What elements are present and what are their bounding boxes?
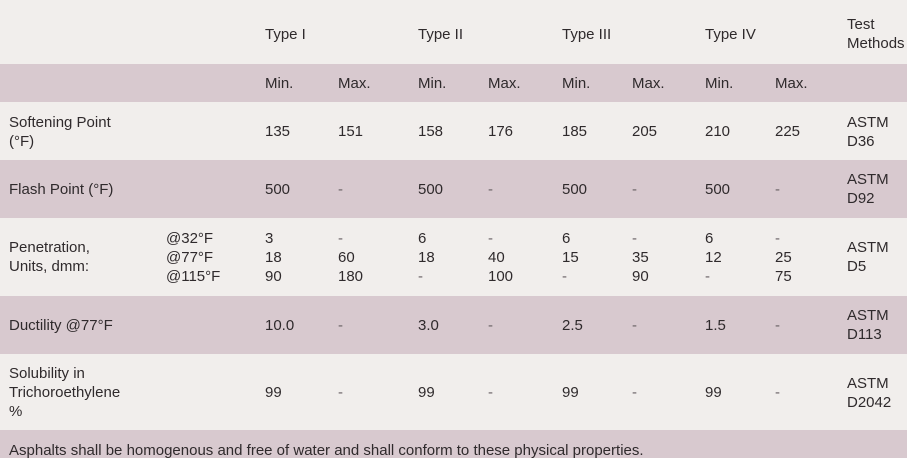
value-cell: 99 [705,384,722,401]
value-cell: 18 [418,249,435,266]
value-cell: - [338,181,343,198]
value-cell: - [775,317,780,334]
test-method: ASTM [847,239,889,256]
min-label: Min. [265,75,294,92]
value-cell: 40 [488,249,505,266]
value-cell: - [338,230,343,247]
value-cell: 180 [338,268,364,285]
value-cell: 99 [418,384,435,401]
penetration-band [0,218,907,296]
row-label: % [9,403,23,420]
value-cell: - [562,268,567,285]
footnote: Asphalts shall be homogenous and free of water and shall conform to these physical properties. [9,442,644,458]
row-label: Ductility @77°F [9,317,113,334]
temperature-label: @77°F [166,249,214,266]
type-header: Type I [265,26,306,43]
min-label: Min. [418,75,447,92]
value-cell: 6 [562,230,571,247]
type-header: Type IV [705,26,756,43]
row-label: Softening Point [9,114,111,131]
value-cell: - [632,181,637,198]
test-method: ASTM [847,307,889,324]
value-cell: - [775,384,780,401]
value-cell: 135 [265,123,291,140]
test-method: D5 [847,258,867,275]
value-cell: 205 [632,123,658,140]
value-cell: 15 [562,249,579,266]
min-label: Min. [705,75,734,92]
temperature-label: @32°F [166,230,214,247]
value-cell: 500 [418,181,444,198]
value-cell: 90 [632,268,649,285]
value-cell: - [632,384,637,401]
solubility-band [0,354,907,430]
value-cell: - [488,384,493,401]
test-method: ASTM [847,171,889,188]
min-label: Min. [562,75,591,92]
value-cell: 12 [705,249,722,266]
value-cell: 99 [562,384,579,401]
value-cell: 6 [418,230,427,247]
value-cell: - [705,268,710,285]
temperature-label: @115°F [166,268,221,285]
test-method: D113 [847,326,882,343]
min-max-band [0,64,907,102]
test-methods-header: Methods [847,35,905,52]
value-cell: 151 [338,123,364,140]
flash-band [0,160,907,218]
max-label: Max. [338,75,371,92]
row-label: Units, dmm: [9,258,90,275]
test-method: ASTM [847,114,889,131]
value-cell: 18 [265,249,282,266]
row-label: Flash Point (°F) [9,181,114,198]
test-method: ASTM [847,375,889,392]
row-label: (°F) [9,133,35,150]
row-label: Trichoroethylene [9,384,121,401]
row-label: Solubility in [9,365,85,382]
test-method: D2042 [847,394,892,411]
value-cell: 2.5 [562,317,583,334]
value-cell: 6 [705,230,714,247]
row-label: Penetration, [9,239,90,256]
value-cell: - [488,317,493,334]
value-cell: 3.0 [418,317,439,334]
value-cell: - [775,230,780,247]
value-cell: 500 [705,181,731,198]
ductility-band [0,296,907,354]
value-cell: - [775,181,780,198]
value-cell: - [488,181,493,198]
value-cell: 225 [775,123,801,140]
value-cell: - [338,317,343,334]
max-label: Max. [775,75,808,92]
value-cell: 25 [775,249,792,266]
value-cell: 60 [338,249,355,266]
type-header: Type II [418,26,464,43]
value-cell: - [632,317,637,334]
value-cell: 3 [265,230,274,247]
max-label: Max. [488,75,521,92]
value-cell: - [632,230,637,247]
value-cell: 35 [632,249,649,266]
value-cell: 10.0 [265,317,295,334]
max-label: Max. [632,75,665,92]
value-cell: 100 [488,268,514,285]
value-cell: 99 [265,384,282,401]
test-method: D36 [847,133,875,150]
softening-band [0,102,907,160]
value-cell: 176 [488,123,514,140]
value-cell: 500 [562,181,588,198]
value-cell: 185 [562,123,588,140]
value-cell: 75 [775,268,792,285]
test-method: D92 [847,190,875,207]
value-cell: - [488,230,493,247]
value-cell: 500 [265,181,291,198]
value-cell: - [338,384,343,401]
type-header: Type III [562,26,612,43]
value-cell: 210 [705,123,731,140]
value-cell: 90 [265,268,282,285]
value-cell: 1.5 [705,317,726,334]
value-cell: - [418,268,423,285]
value-cell: 158 [418,123,444,140]
test-methods-header: Test [847,16,875,33]
